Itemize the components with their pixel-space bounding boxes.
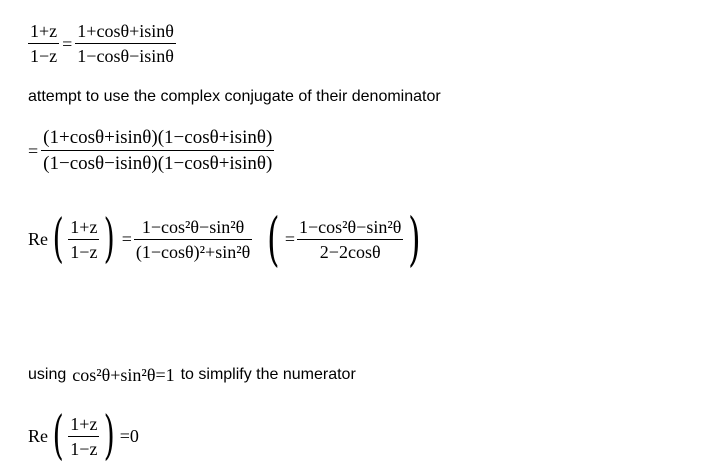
lhs-numerator: 1+z: [30, 21, 58, 41]
equation-3: [28, 205, 426, 273]
trig-identity: cos²θ+sin²θ=1: [72, 365, 175, 385]
lhs-denominator: 1−z: [30, 46, 58, 66]
conjugate-numerator: (1+cosθ+isinθ)(1−cosθ+isinθ): [43, 127, 273, 148]
right-paren: ): [104, 209, 116, 269]
left-paren: (: [52, 209, 64, 269]
fraction-bar: [41, 150, 274, 151]
z-numerator: 1+z: [70, 216, 98, 237]
equation-2: [28, 128, 274, 173]
real-part-fraction: [134, 218, 252, 261]
equals-sign: =: [284, 229, 296, 249]
equals-sign: =: [121, 229, 132, 249]
conjugate-fraction: [41, 128, 274, 173]
rhs-fraction: [75, 22, 176, 65]
fraction-bar: [68, 436, 99, 437]
equation-1: [28, 22, 176, 65]
rhs-numerator: 1+cosθ+isinθ: [77, 21, 174, 41]
instruction-line-2: [28, 366, 356, 384]
conjugate-denominator: (1−cosθ−isinθ)(1−cosθ+isinθ): [43, 153, 273, 174]
z-fraction: [68, 415, 99, 458]
equals-sign: =: [28, 140, 39, 161]
real-part-numerator: 1−cos²θ−sin²θ: [141, 216, 245, 237]
instruction-text-2-after: to simplify the numerator: [180, 366, 356, 383]
z-denominator: 1−z: [70, 241, 98, 262]
real-part-denominator: (1−cosθ)²+sin²θ: [135, 241, 251, 262]
right-paren: ): [104, 406, 116, 466]
instruction-text-2-before: using: [28, 366, 67, 383]
alternative-numerator: 1−cos²θ−sin²θ: [299, 216, 402, 237]
fraction-bar: [28, 43, 59, 44]
rhs-denominator: 1−cosθ−isinθ: [77, 46, 174, 66]
left-paren: (: [52, 406, 64, 466]
z-denominator: 1−z: [70, 438, 98, 459]
real-part-label: Re: [28, 426, 48, 446]
instruction-text-1: attempt to use the complex conjugate of their denominator: [28, 88, 441, 105]
z-fraction: [68, 218, 99, 261]
real-part-label: Re: [28, 229, 48, 249]
fraction-bar: [297, 239, 403, 240]
alternative-denominator: 2−2cosθ: [319, 241, 381, 262]
fraction-bar: [134, 239, 252, 240]
lhs-fraction: [28, 22, 59, 65]
equation-4: [28, 406, 139, 466]
alternative-fraction: [297, 218, 403, 261]
right-paren: ): [408, 205, 421, 273]
fraction-bar: [75, 43, 176, 44]
z-numerator: 1+z: [70, 413, 98, 434]
result-zero: =0: [119, 426, 139, 446]
fraction-bar: [68, 239, 99, 240]
equals-sign: =: [62, 33, 73, 54]
left-paren: (: [267, 205, 280, 273]
